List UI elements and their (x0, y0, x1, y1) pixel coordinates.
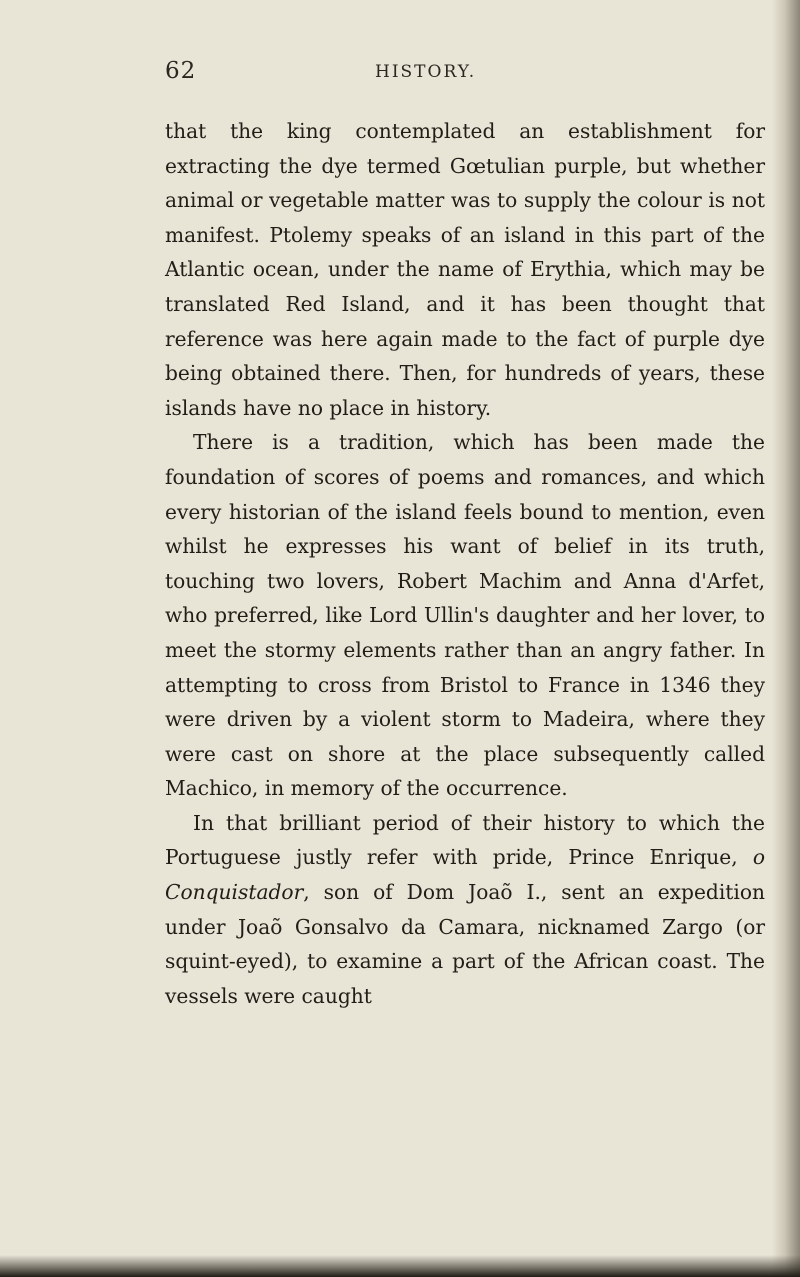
conquistador-emphasis: o Conquistador (165, 845, 765, 905)
paragraph-expedition-before: In that brilliant period of their history to which the Portuguese justly refer with pride, Prince Enrique, (165, 810, 765, 870)
paragraph-expedition-after: , son of Dom Joaõ I., sent an expedition under Joaõ Gonsalvo da Camara, nicknamed Zargo (or squint-eyed), to examine a part of the African coast. The vessels were caught (165, 880, 765, 1008)
page-header (165, 58, 765, 88)
page-number: 62 (165, 58, 197, 84)
paragraph-tradition: There is a tradition, which has been made the foundation of scores of poems and romances, and which every historian of the island feels bound to mention, even whilst he expresses his want of belief in its truth, touching two lovers, Robert Machim and Anna d'Arfet, who preferred, like Lord Ullin's daughter and her lover, to meet the stormy elements rather than an angry father. In attempting to cross from Bristol to France in 1346 they were driven by a violent storm to Madeira, where they were cast on shore at the place subsequently called Machico, in memory of the occurrence. (165, 430, 765, 801)
page-edge-shadow (772, 0, 800, 1277)
paragraph-ptolemy: that the king contemplated an establishment for extracting the dye termed Gœtulian purple, but whether animal or vegetable matter was to supply the colour is not manifest. Ptolemy speaks of an island in this part of the Atlantic ocean, under the name of Erythia, which may be translated Red Island, and it has been thought that reference was here again made to the fact of purple dye being obtained there. Then, for hundreds of years, these islands have no place in history. (165, 119, 765, 420)
page-bottom-shadow (0, 1255, 800, 1277)
paragraph-expedition (165, 806, 765, 1014)
body-text (165, 114, 765, 1013)
running-head: HISTORY. (375, 62, 477, 82)
